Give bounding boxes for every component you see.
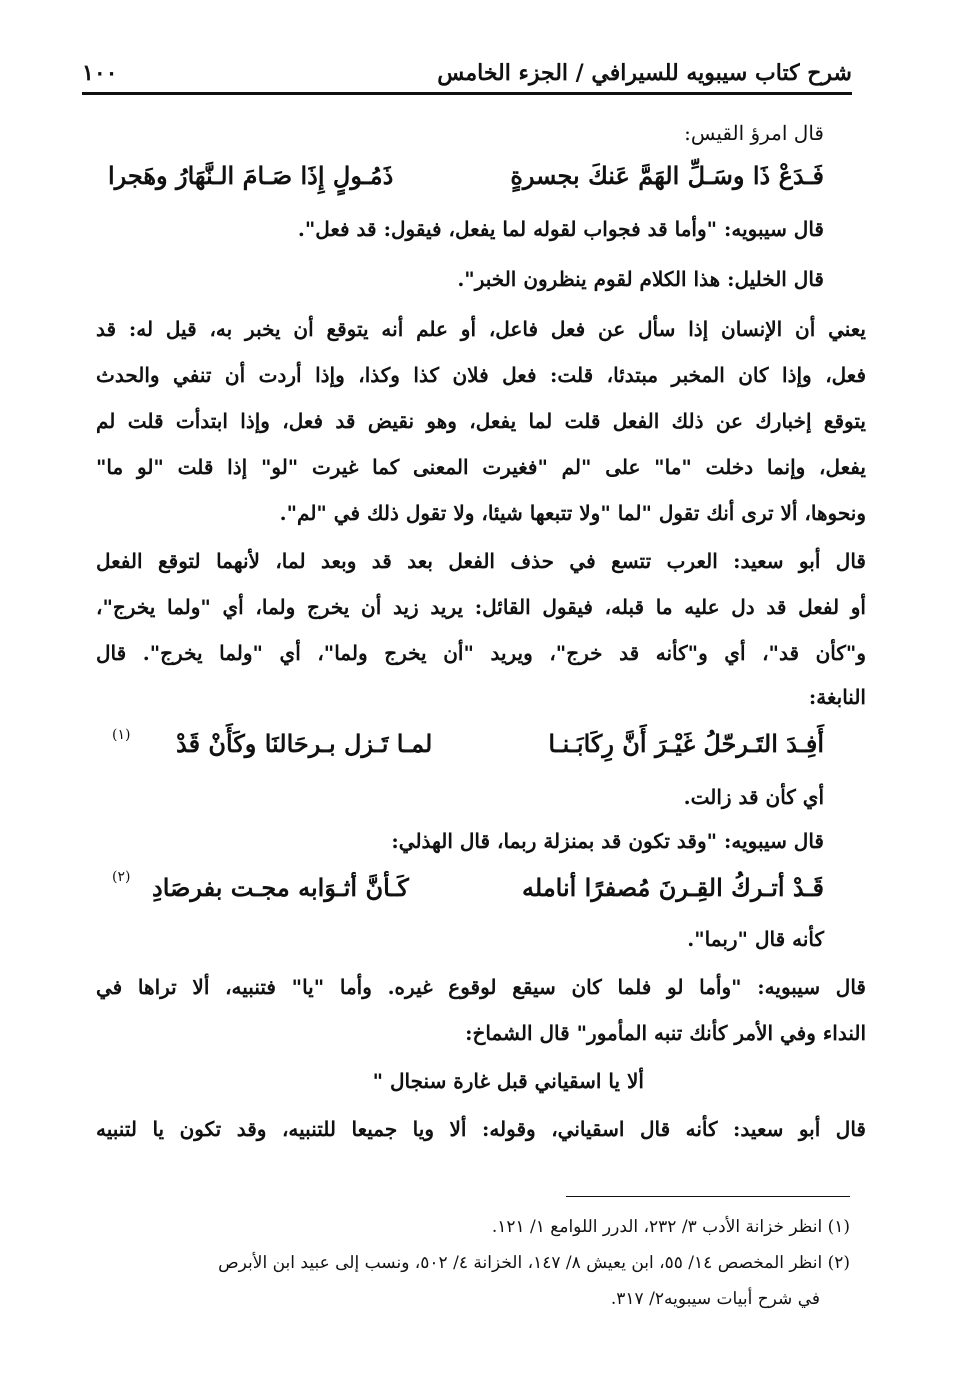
text-line: و"كأن قد"، أي و"كأنه قد خرج"، ويريد "أن يخرج ولما"، أي "ولما يخرج". قال <box>96 641 866 665</box>
text-line: أي كأن قد زالت. <box>683 785 824 809</box>
text-line: يفعل، وإنما دخلت "ما" على "لم "فغيرت المعنى كما غيرت "لو" إذا قلت "لو ما" <box>96 455 866 479</box>
text-line: يعني أن الإنسان إذا سأل عن فعل فاعل، أو علم أنه يتوقع أن يخبر به، قيل له: قد <box>96 317 866 341</box>
verse-line: ألا يا اسقياني قبل غارة سنجال " <box>372 1069 644 1093</box>
verse-hemistich-left: لمـا تَـزل بـرحَالنَا وكَأَنْ قَدْ <box>176 729 433 758</box>
text-line: أو لفعل قد دل عليه ما قبله، فيقول القائل: يريد زيد أن يخرج ولما، أي "ولما يخرج"، <box>96 595 866 619</box>
running-title: شرح كتاب سيبويه للسيرافي / الجزء الخامس <box>437 60 852 86</box>
text-line: النابغة: <box>808 685 866 709</box>
footnote: (١) انظر خزانة الأدب ٣/ ٢٣٢، الدرر اللوامع ١/ ١٢١. <box>491 1217 850 1237</box>
verse-hemistich-left: ذَمُـولٍ إِذَا صَـامَ الـنَّهَارُ وهَجرا <box>108 161 394 190</box>
text-line: قال سيبويه: "وأما قد فجواب لقوله لما يفعل، فيقول: قد فعل". <box>297 217 824 241</box>
text-line: قال سيبويه: "وأما لو فلما كان سيقع لوقوع غيره. وأما "يا" فتنبيه، ألا تراها في <box>96 975 866 999</box>
text-line: قال الخليل: هذا الكلام لقوم ينظرون الخبر". <box>457 267 824 291</box>
text-line: النداء وفي الأمر كأنك تنبه المأمور" قال الشماخ: <box>465 1021 866 1045</box>
verse-hemistich-left: كَـأنَّ أثـوَابه مجـت بفرصَادِ <box>152 873 409 902</box>
verse-hemistich-right: قَـدْ أتـركُ القِـرنَ مُصفرًا أنامله <box>522 873 824 902</box>
text-line: ونحوها، ألا ترى أنك تقول "لما "ولا تتبعها شيئا، ولا تقول ذلك في "لم". <box>279 501 866 525</box>
text-line: قال أبو سعيد: العرب تتسع في حذف الفعل بعد قد وبعد لما، لأنهما لتوقع الفعل <box>96 549 866 573</box>
page-number: ١٠٠ <box>82 60 118 86</box>
footnote: في شرح أبيات سيبويه٢/ ٣١٧. <box>610 1289 820 1309</box>
verse-hemistich-right: أَفِـدَ التَـرحّلُ غَيْـرَ أَنَّ رِكَابَـنـا <box>548 729 824 758</box>
text-line: قال سيبويه: "وقد تكون قد بمنزلة ربما، قال الهذلي: <box>391 829 824 853</box>
footnote-marker: (٢) <box>112 869 131 885</box>
footnote-separator <box>566 1196 850 1197</box>
footnote: (٢) انظر المخصص ١٤/ ٥٥، ابن يعيش ٨/ ١٤٧، الخزانة ٤/ ٥٠٢، ونسب إلى عبيد ابن الأبرص <box>218 1253 850 1273</box>
text-line: كأنه قال "ربما". <box>687 927 824 951</box>
text-line: قال امرؤ القيس: <box>684 121 824 145</box>
verse-hemistich-right: فَـدَعْ ذَا وسَـلِّ الهَمَّ عَنكَ بجسرةٍ <box>510 161 824 190</box>
text-line: يتوقع إخبارك عن ذلك الفعل قلت لما يفعل، وهو نقيض قد فعل، وإذا ابتدأت قلت لم <box>96 409 866 433</box>
footnote-marker: (١) <box>112 727 131 743</box>
text-line: فعل، وإذا كان المخبر مبتدئا، قلت: فعل فلان كذا وكذا، وإذا أردت أن تنفي والحدث <box>96 363 866 387</box>
page-header <box>82 48 852 95</box>
text-line: قال أبو سعيد: كأنه قال اسقياني، وقوله: ألا ويا جميعا للتنبيه، وقد تكون يا لتنبيه <box>96 1117 866 1141</box>
